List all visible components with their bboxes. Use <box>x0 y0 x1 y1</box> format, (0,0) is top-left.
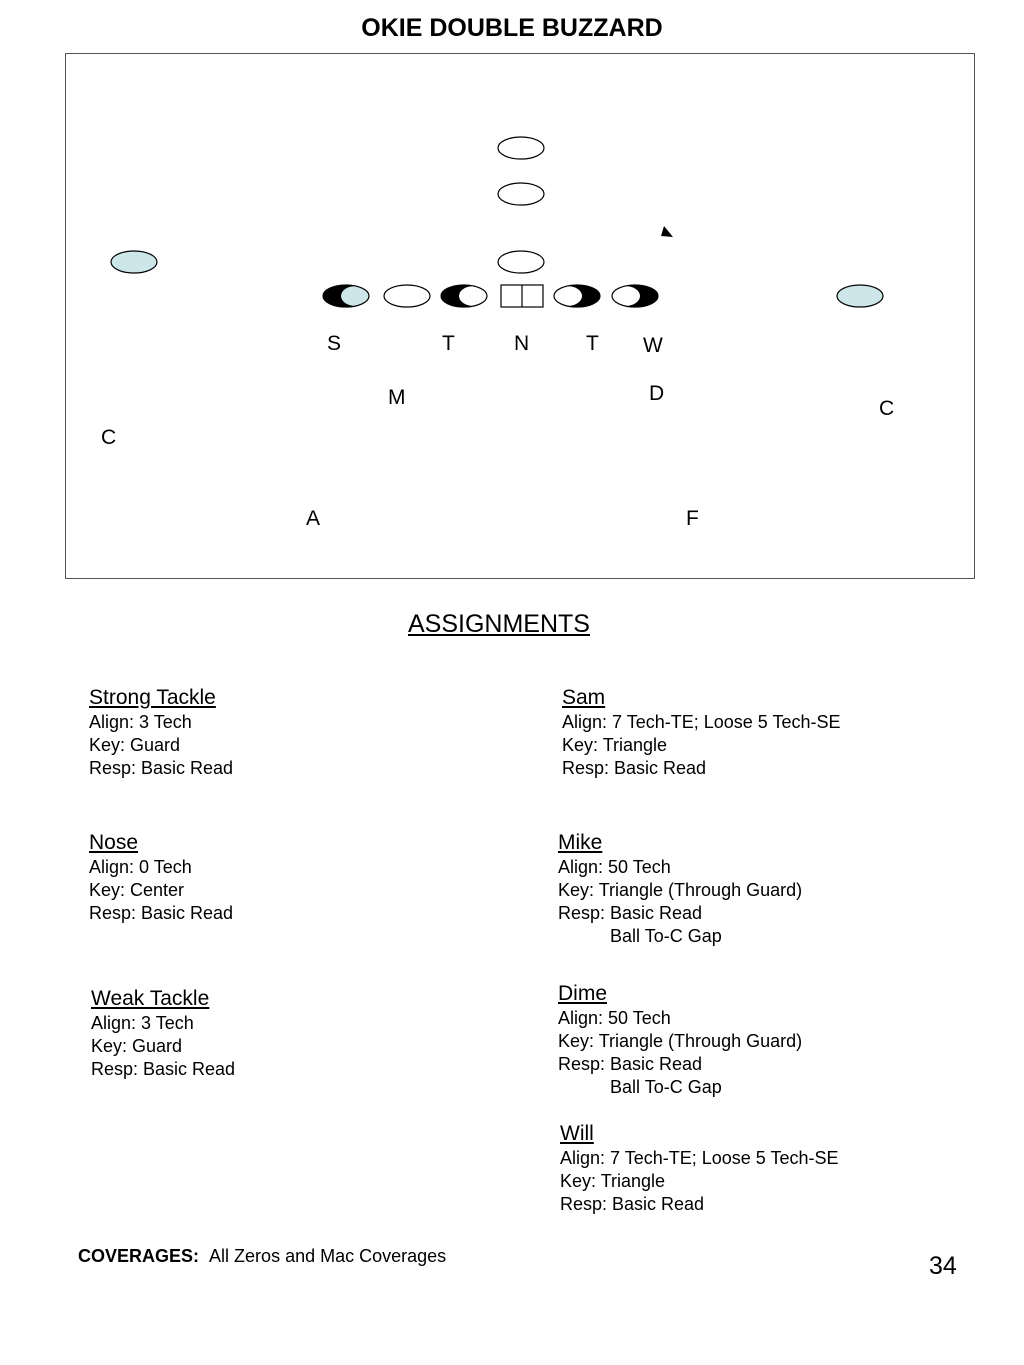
assignment-line: Align: 3 Tech <box>91 1013 194 1033</box>
label-m: M <box>388 386 406 409</box>
assignments-heading: ASSIGNMENTS <box>408 610 590 638</box>
assignment-line: Resp: Basic Read <box>562 758 707 778</box>
coverages-note <box>78 1246 446 1267</box>
assignment-name: Mike <box>558 831 603 854</box>
upback-marker <box>498 251 544 273</box>
back-marker <box>498 183 544 205</box>
wide-receiver-left <box>111 251 157 273</box>
mike-assignment <box>558 830 802 948</box>
line-marker-5 <box>610 285 658 307</box>
assignment-line: Ball To-C Gap <box>610 1077 722 1097</box>
assignment-line: Resp: Basic Read <box>560 1194 705 1214</box>
line-marker-1 <box>323 285 371 307</box>
page-number: 34 <box>929 1252 957 1280</box>
label-t-strong: T <box>442 332 455 355</box>
assignment-line: Key: Triangle <box>560 1171 666 1191</box>
assignment-line: Align: 50 Tech <box>558 1008 671 1028</box>
assignment-line: Align: 7 Tech-TE; Loose 5 Tech-SE <box>560 1148 839 1168</box>
strong-tackle-assignment <box>89 685 233 780</box>
assignment-line: Resp: Basic Read <box>558 903 703 923</box>
assignment-name: Dime <box>558 982 608 1005</box>
assignment-line: Key: Center <box>89 880 185 900</box>
line-marker-2 <box>384 285 430 307</box>
assignment-line: Key: Guard <box>89 735 181 755</box>
assignment-name: Weak Tackle <box>91 987 210 1010</box>
dime-assignment <box>558 981 802 1099</box>
center-marker <box>501 285 543 307</box>
assignment-line: Resp: Basic Read <box>89 758 234 778</box>
weak-tackle-assignment <box>91 986 235 1081</box>
assignment-line: Key: Triangle (Through Guard) <box>558 1031 803 1051</box>
assignment-line: Resp: Basic Read <box>558 1054 703 1074</box>
label-s: S <box>327 332 342 355</box>
label-w: W <box>643 334 663 357</box>
assignment-name: Nose <box>89 831 139 854</box>
label-c-right: C <box>879 397 895 420</box>
qb-marker <box>498 137 544 159</box>
label-c-left: C <box>101 426 117 449</box>
assignment-line: Ball To-C Gap <box>610 926 722 946</box>
label-n: N <box>514 332 530 355</box>
assignment-name: Sam <box>562 686 606 709</box>
assignment-name: Strong Tackle <box>89 686 216 709</box>
coverages-value: All Zeros and Mac Coverages <box>209 1246 447 1266</box>
label-a: A <box>306 507 321 530</box>
assignment-line: Align: 0 Tech <box>89 857 192 877</box>
assignment-line: Align: 7 Tech-TE; Loose 5 Tech-SE <box>562 712 841 732</box>
formation-drawing <box>66 54 976 580</box>
assignment-line: Key: Triangle (Through Guard) <box>558 880 803 900</box>
formation-diagram <box>65 53 975 579</box>
page-title: OKIE DOUBLE BUZZARD <box>361 14 663 42</box>
label-d: D <box>649 382 665 405</box>
label-f: F <box>686 507 699 530</box>
sam-assignment <box>562 685 841 780</box>
assignment-name: Will <box>560 1122 594 1145</box>
wide-receiver-right <box>837 285 883 307</box>
nose-assignment <box>89 830 233 925</box>
line-marker-4 <box>552 285 600 307</box>
motion-arrow-icon <box>661 226 673 237</box>
assignment-line: Key: Guard <box>91 1036 183 1056</box>
coverages-label: COVERAGES: <box>78 1246 200 1266</box>
label-t-weak: T <box>586 332 599 355</box>
line-marker-3 <box>441 285 489 307</box>
assignment-line: Resp: Basic Read <box>91 1059 236 1079</box>
assignment-line: Key: Triangle <box>562 735 668 755</box>
assignment-line: Align: 50 Tech <box>558 857 671 877</box>
assignment-line: Align: 3 Tech <box>89 712 192 732</box>
assignment-line: Resp: Basic Read <box>89 903 234 923</box>
will-assignment <box>560 1121 839 1216</box>
